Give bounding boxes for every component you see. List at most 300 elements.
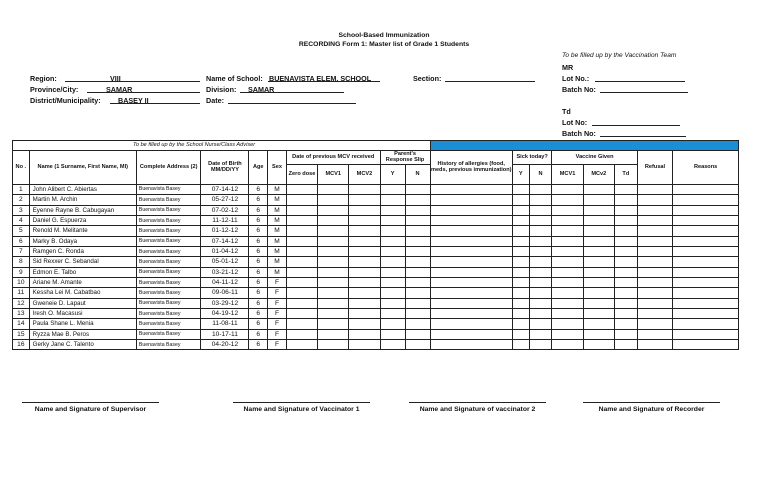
vg-mcv1-cell[interactable] bbox=[552, 205, 583, 215]
sick-y-cell[interactable] bbox=[512, 277, 529, 287]
sick-n-cell[interactable] bbox=[529, 236, 552, 246]
vg-mcv1-cell[interactable] bbox=[552, 298, 583, 308]
prev-mcv2-cell[interactable] bbox=[349, 329, 380, 339]
vg-mcv1-cell[interactable] bbox=[552, 236, 583, 246]
slip-n-cell[interactable] bbox=[405, 298, 430, 308]
sick-n-cell[interactable] bbox=[529, 205, 552, 215]
sick-y-cell[interactable] bbox=[512, 339, 529, 349]
prev-mcv1-cell[interactable] bbox=[318, 236, 349, 246]
row-number: 4 bbox=[13, 215, 30, 225]
refusal-cell[interactable] bbox=[637, 205, 672, 215]
reasons-cell[interactable] bbox=[673, 215, 739, 225]
sick-n-cell[interactable] bbox=[529, 184, 552, 194]
reasons-cell[interactable] bbox=[673, 277, 739, 287]
vg-td-cell[interactable] bbox=[614, 195, 637, 205]
reasons-cell[interactable] bbox=[673, 298, 739, 308]
student-name: Sid Rexxer C. Sebandal bbox=[29, 257, 136, 267]
slip-y-cell[interactable] bbox=[380, 236, 405, 246]
allergies-cell[interactable] bbox=[430, 319, 512, 329]
refusal-cell[interactable] bbox=[637, 267, 672, 277]
allergies-cell[interactable] bbox=[430, 308, 512, 318]
student-address: Buenavista Basey bbox=[136, 184, 201, 194]
student-name: Martin M. Archin bbox=[29, 195, 136, 205]
slip-y-cell[interactable] bbox=[380, 339, 405, 349]
vg-mcv1-cell[interactable] bbox=[552, 339, 583, 349]
slip-n-cell[interactable] bbox=[405, 236, 430, 246]
sick-n-cell[interactable] bbox=[529, 308, 552, 318]
refusal-cell[interactable] bbox=[637, 329, 672, 339]
vg-mcv1-cell[interactable] bbox=[552, 288, 583, 298]
vg-td-cell[interactable] bbox=[614, 319, 637, 329]
student-age: 6 bbox=[249, 195, 268, 205]
table-row bbox=[13, 308, 739, 318]
sick-n-cell[interactable] bbox=[529, 215, 552, 225]
allergies-cell[interactable] bbox=[430, 277, 512, 287]
student-dob: 07-14-12 bbox=[201, 184, 249, 194]
td-label: Td bbox=[562, 107, 571, 116]
student-age: 6 bbox=[249, 277, 268, 287]
zero-dose-cell[interactable] bbox=[286, 298, 317, 308]
sick-n-cell[interactable] bbox=[529, 298, 552, 308]
vg-mcv2-cell[interactable] bbox=[583, 267, 614, 277]
sick-n-cell[interactable] bbox=[529, 257, 552, 267]
zero-dose-cell[interactable] bbox=[286, 267, 317, 277]
td-lot-field[interactable] bbox=[592, 125, 680, 126]
table-row bbox=[13, 215, 739, 225]
table-row bbox=[13, 319, 739, 329]
sick-y-cell[interactable] bbox=[512, 298, 529, 308]
vg-td-cell[interactable] bbox=[614, 277, 637, 287]
reasons-cell[interactable] bbox=[673, 257, 739, 267]
vg-mcv2-cell[interactable] bbox=[583, 215, 614, 225]
student-name: Daniel G. Espuerza bbox=[29, 215, 136, 225]
reasons-cell[interactable] bbox=[673, 246, 739, 256]
refusal-cell[interactable] bbox=[637, 288, 672, 298]
slip-n-cell[interactable] bbox=[405, 288, 430, 298]
reasons-cell[interactable] bbox=[673, 329, 739, 339]
vg-mcv2-cell[interactable] bbox=[583, 205, 614, 215]
prev-mcv2-cell[interactable] bbox=[349, 215, 380, 225]
sick-n-cell[interactable] bbox=[529, 246, 552, 256]
prev-mcv1-cell[interactable] bbox=[318, 319, 349, 329]
sick-y-cell[interactable] bbox=[512, 288, 529, 298]
allergies-cell[interactable] bbox=[430, 246, 512, 256]
allergies-cell[interactable] bbox=[430, 226, 512, 236]
prev-mcv2-cell[interactable] bbox=[349, 267, 380, 277]
row-number: 15 bbox=[13, 329, 30, 339]
vg-mcv2-cell[interactable] bbox=[583, 319, 614, 329]
sick-y-cell[interactable] bbox=[512, 257, 529, 267]
slip-n-cell[interactable] bbox=[405, 246, 430, 256]
reasons-cell[interactable] bbox=[673, 184, 739, 194]
master-list-table bbox=[12, 140, 739, 350]
slip-y-cell[interactable] bbox=[380, 246, 405, 256]
vg-td-cell[interactable] bbox=[614, 215, 637, 225]
allergies-cell[interactable] bbox=[430, 298, 512, 308]
student-age: 6 bbox=[249, 226, 268, 236]
date-label: Date: bbox=[206, 96, 224, 105]
slip-y-cell[interactable] bbox=[380, 257, 405, 267]
prev-mcv2-cell[interactable] bbox=[349, 298, 380, 308]
refusal-cell[interactable] bbox=[637, 308, 672, 318]
reasons-cell[interactable] bbox=[673, 195, 739, 205]
section-label: Section: bbox=[413, 74, 442, 83]
student-address: Buenavista Basey bbox=[136, 215, 201, 225]
col-sick-y: Y bbox=[512, 164, 529, 184]
vg-mcv1-cell[interactable] bbox=[552, 215, 583, 225]
prev-mcv2-cell[interactable] bbox=[349, 205, 380, 215]
student-address: Buenavista Basey bbox=[136, 195, 201, 205]
refusal-cell[interactable] bbox=[637, 339, 672, 349]
recorder-signature-line[interactable] bbox=[583, 402, 720, 403]
refusal-cell[interactable] bbox=[637, 226, 672, 236]
reasons-cell[interactable] bbox=[673, 267, 739, 277]
student-address: Buenavista Basey bbox=[136, 205, 201, 215]
form-subtitle: RECORDING Form 1: Master list of Grade 1 Students bbox=[298, 41, 470, 48]
vg-mcv1-cell[interactable] bbox=[552, 267, 583, 277]
zero-dose-cell[interactable] bbox=[286, 246, 317, 256]
vg-mcv1-cell[interactable] bbox=[552, 308, 583, 318]
zero-dose-cell[interactable] bbox=[286, 215, 317, 225]
col-no: No . bbox=[13, 151, 30, 185]
allergies-cell[interactable] bbox=[430, 195, 512, 205]
slip-y-cell[interactable] bbox=[380, 288, 405, 298]
student-age: 6 bbox=[249, 184, 268, 194]
sick-y-cell[interactable] bbox=[512, 205, 529, 215]
nurse-note: To be filled up by the School Nurse/Class Adviser bbox=[13, 141, 431, 151]
student-name: Renold M. Melitante bbox=[29, 226, 136, 236]
student-address: Buenavista Basey bbox=[136, 308, 201, 318]
region-label: Region: bbox=[30, 74, 57, 83]
slip-n-cell[interactable] bbox=[405, 226, 430, 236]
sick-y-cell[interactable] bbox=[512, 236, 529, 246]
slip-y-cell[interactable] bbox=[380, 277, 405, 287]
vaccinator2-signature-label: Name and Signature of vaccinator 2 bbox=[419, 406, 536, 413]
row-number: 13 bbox=[13, 308, 30, 318]
vg-mcv2-cell[interactable] bbox=[583, 236, 614, 246]
col-vg-td: Td bbox=[614, 164, 637, 184]
vg-td-cell[interactable] bbox=[614, 246, 637, 256]
slip-y-cell[interactable] bbox=[380, 226, 405, 236]
prev-mcv1-cell[interactable] bbox=[318, 205, 349, 215]
zero-dose-cell[interactable] bbox=[286, 184, 317, 194]
vg-td-cell[interactable] bbox=[614, 236, 637, 246]
student-sex: M bbox=[268, 195, 287, 205]
vg-td-cell[interactable] bbox=[614, 339, 637, 349]
vg-td-cell[interactable] bbox=[614, 257, 637, 267]
refusal-cell[interactable] bbox=[637, 195, 672, 205]
slip-y-cell[interactable] bbox=[380, 184, 405, 194]
vg-td-cell[interactable] bbox=[614, 226, 637, 236]
slip-n-cell[interactable] bbox=[405, 215, 430, 225]
zero-dose-cell[interactable] bbox=[286, 329, 317, 339]
allergies-cell[interactable] bbox=[430, 288, 512, 298]
table-row bbox=[13, 257, 739, 267]
vg-mcv1-cell[interactable] bbox=[552, 257, 583, 267]
prev-mcv1-cell[interactable] bbox=[318, 257, 349, 267]
col-vg-mcv1: MCV1 bbox=[552, 164, 583, 184]
student-age: 6 bbox=[249, 246, 268, 256]
reasons-cell[interactable] bbox=[673, 226, 739, 236]
prev-mcv2-cell[interactable] bbox=[349, 184, 380, 194]
prev-mcv2-cell[interactable] bbox=[349, 308, 380, 318]
zero-dose-cell[interactable] bbox=[286, 226, 317, 236]
sick-n-cell[interactable] bbox=[529, 339, 552, 349]
vg-td-cell[interactable] bbox=[614, 205, 637, 215]
reasons-cell[interactable] bbox=[673, 339, 739, 349]
vg-mcv2-cell[interactable] bbox=[583, 246, 614, 256]
refusal-cell[interactable] bbox=[637, 319, 672, 329]
sick-y-cell[interactable] bbox=[512, 184, 529, 194]
prev-mcv1-cell[interactable] bbox=[318, 339, 349, 349]
student-address: Buenavista Basey bbox=[136, 298, 201, 308]
prev-mcv1-cell[interactable] bbox=[318, 215, 349, 225]
student-sex: M bbox=[268, 205, 287, 215]
vg-td-cell[interactable] bbox=[614, 288, 637, 298]
table-row bbox=[13, 329, 739, 339]
allergies-cell[interactable] bbox=[430, 339, 512, 349]
refusal-cell[interactable] bbox=[637, 184, 672, 194]
student-address: Buenavista Basey bbox=[136, 288, 201, 298]
zero-dose-cell[interactable] bbox=[286, 288, 317, 298]
vg-td-cell[interactable] bbox=[614, 184, 637, 194]
sick-y-cell[interactable] bbox=[512, 267, 529, 277]
refusal-cell[interactable] bbox=[637, 277, 672, 287]
slip-n-cell[interactable] bbox=[405, 339, 430, 349]
prev-mcv1-cell[interactable] bbox=[318, 226, 349, 236]
sick-y-cell[interactable] bbox=[512, 329, 529, 339]
student-sex: F bbox=[268, 277, 287, 287]
table-row bbox=[13, 184, 739, 194]
sick-y-cell[interactable] bbox=[512, 308, 529, 318]
row-number: 1 bbox=[13, 184, 30, 194]
slip-y-cell[interactable] bbox=[380, 195, 405, 205]
col-slip-y: Y bbox=[380, 164, 405, 184]
slip-n-cell[interactable] bbox=[405, 184, 430, 194]
student-sex: F bbox=[268, 298, 287, 308]
prev-mcv2-cell[interactable] bbox=[349, 236, 380, 246]
refusal-cell[interactable] bbox=[637, 298, 672, 308]
prev-mcv2-cell[interactable] bbox=[349, 226, 380, 236]
vg-td-cell[interactable] bbox=[614, 308, 637, 318]
student-age: 6 bbox=[249, 215, 268, 225]
slip-y-cell[interactable] bbox=[380, 319, 405, 329]
prev-mcv2-cell[interactable] bbox=[349, 257, 380, 267]
slip-y-cell[interactable] bbox=[380, 308, 405, 318]
slip-y-cell[interactable] bbox=[380, 267, 405, 277]
zero-dose-cell[interactable] bbox=[286, 257, 317, 267]
student-sex: M bbox=[268, 215, 287, 225]
slip-n-cell[interactable] bbox=[405, 267, 430, 277]
vg-mcv2-cell[interactable] bbox=[583, 277, 614, 287]
sick-n-cell[interactable] bbox=[529, 329, 552, 339]
prev-mcv1-cell[interactable] bbox=[318, 195, 349, 205]
student-name: Paula Shane L. Menia bbox=[29, 319, 136, 329]
sick-y-cell[interactable] bbox=[512, 215, 529, 225]
student-name: Gweneie D. Lapaut bbox=[29, 298, 136, 308]
prev-mcv1-cell[interactable] bbox=[318, 298, 349, 308]
vg-mcv1-cell[interactable] bbox=[552, 277, 583, 287]
vg-mcv1-cell[interactable] bbox=[552, 246, 583, 256]
sick-n-cell[interactable] bbox=[529, 319, 552, 329]
sick-n-cell[interactable] bbox=[529, 288, 552, 298]
refusal-cell[interactable] bbox=[637, 215, 672, 225]
refusal-cell[interactable] bbox=[637, 236, 672, 246]
vg-td-cell[interactable] bbox=[614, 298, 637, 308]
vg-mcv2-cell[interactable] bbox=[583, 339, 614, 349]
mr-lot-field[interactable] bbox=[595, 81, 685, 82]
table-row bbox=[13, 205, 739, 215]
vg-mcv1-cell[interactable] bbox=[552, 329, 583, 339]
zero-dose-cell[interactable] bbox=[286, 339, 317, 349]
section-field[interactable] bbox=[445, 81, 535, 82]
vg-mcv1-cell[interactable] bbox=[552, 184, 583, 194]
prev-mcv1-cell[interactable] bbox=[318, 184, 349, 194]
student-address: Buenavista Basey bbox=[136, 226, 201, 236]
prev-mcv2-cell[interactable] bbox=[349, 277, 380, 287]
allergies-cell[interactable] bbox=[430, 215, 512, 225]
vaccinator1-signature-line[interactable] bbox=[233, 402, 370, 403]
col-age: Age bbox=[249, 151, 268, 185]
sick-y-cell[interactable] bbox=[512, 246, 529, 256]
vg-mcv2-cell[interactable] bbox=[583, 288, 614, 298]
td-batch-field[interactable] bbox=[600, 136, 686, 137]
reasons-cell[interactable] bbox=[673, 288, 739, 298]
supervisor-signature-line[interactable] bbox=[22, 402, 159, 403]
prev-mcv2-cell[interactable] bbox=[349, 288, 380, 298]
province-field[interactable] bbox=[87, 92, 200, 93]
sick-n-cell[interactable] bbox=[529, 277, 552, 287]
col-sex: Sex bbox=[268, 151, 287, 185]
row-number: 6 bbox=[13, 236, 30, 246]
zero-dose-cell[interactable] bbox=[286, 195, 317, 205]
prev-mcv1-cell[interactable] bbox=[318, 308, 349, 318]
supervisor-signature-label: Name and Signature of Supervisor bbox=[34, 406, 147, 413]
vg-mcv2-cell[interactable] bbox=[583, 195, 614, 205]
slip-n-cell[interactable] bbox=[405, 329, 430, 339]
slip-n-cell[interactable] bbox=[405, 205, 430, 215]
slip-y-cell[interactable] bbox=[380, 329, 405, 339]
prev-mcv2-cell[interactable] bbox=[349, 246, 380, 256]
vaccinator2-signature-line[interactable] bbox=[409, 402, 546, 403]
reasons-cell[interactable] bbox=[673, 319, 739, 329]
province-label: Province/City: bbox=[30, 85, 79, 94]
zero-dose-cell[interactable] bbox=[286, 277, 317, 287]
reasons-cell[interactable] bbox=[673, 308, 739, 318]
zero-dose-cell[interactable] bbox=[286, 308, 317, 318]
prev-mcv1-cell[interactable] bbox=[318, 329, 349, 339]
student-age: 6 bbox=[249, 339, 268, 349]
sick-n-cell[interactable] bbox=[529, 195, 552, 205]
zero-dose-cell[interactable] bbox=[286, 205, 317, 215]
mr-lot-label: Lot No.: bbox=[562, 74, 590, 83]
allergies-cell[interactable] bbox=[430, 236, 512, 246]
slip-n-cell[interactable] bbox=[405, 308, 430, 318]
province-value: SAMAR bbox=[106, 85, 133, 94]
sick-n-cell[interactable] bbox=[529, 267, 552, 277]
student-age: 6 bbox=[249, 329, 268, 339]
student-age: 6 bbox=[249, 319, 268, 329]
vg-mcv1-cell[interactable] bbox=[552, 195, 583, 205]
region-field[interactable] bbox=[65, 81, 200, 82]
slip-y-cell[interactable] bbox=[380, 215, 405, 225]
student-sex: F bbox=[268, 319, 287, 329]
col-prev-mcv2: MCV2 bbox=[349, 164, 380, 184]
slip-y-cell[interactable] bbox=[380, 205, 405, 215]
prev-mcv1-cell[interactable] bbox=[318, 267, 349, 277]
student-dob: 01-04-12 bbox=[201, 246, 249, 256]
sick-y-cell[interactable] bbox=[512, 226, 529, 236]
vg-mcv2-cell[interactable] bbox=[583, 226, 614, 236]
sick-n-cell[interactable] bbox=[529, 226, 552, 236]
refusal-cell[interactable] bbox=[637, 246, 672, 256]
slip-n-cell[interactable] bbox=[405, 319, 430, 329]
district-label: District/Municipality: bbox=[30, 96, 101, 105]
prev-mcv1-cell[interactable] bbox=[318, 246, 349, 256]
sick-y-cell[interactable] bbox=[512, 319, 529, 329]
date-field[interactable] bbox=[228, 103, 356, 104]
row-number: 16 bbox=[13, 339, 30, 349]
row-number: 2 bbox=[13, 195, 30, 205]
sick-y-cell[interactable] bbox=[512, 195, 529, 205]
slip-n-cell[interactable] bbox=[405, 257, 430, 267]
vaccination-team-note: To be filled up by the Vaccination Team bbox=[562, 52, 677, 59]
prev-mcv1-cell[interactable] bbox=[318, 288, 349, 298]
prev-mcv2-cell[interactable] bbox=[349, 195, 380, 205]
slip-n-cell[interactable] bbox=[405, 195, 430, 205]
vg-mcv2-cell[interactable] bbox=[583, 257, 614, 267]
student-dob: 03-29-12 bbox=[201, 298, 249, 308]
mr-batch-field[interactable] bbox=[600, 92, 688, 93]
prev-mcv2-cell[interactable] bbox=[349, 319, 380, 329]
reasons-cell[interactable] bbox=[673, 236, 739, 246]
col-address: Complete Address (2) bbox=[136, 151, 201, 185]
allergies-cell[interactable] bbox=[430, 205, 512, 215]
refusal-cell[interactable] bbox=[637, 257, 672, 267]
vg-mcv2-cell[interactable] bbox=[583, 308, 614, 318]
allergies-cell[interactable] bbox=[430, 329, 512, 339]
division-value: SAMAR bbox=[248, 85, 275, 94]
zero-dose-cell[interactable] bbox=[286, 319, 317, 329]
prev-mcv2-cell[interactable] bbox=[349, 339, 380, 349]
col-parents-slip: Parent's Response Slip bbox=[380, 151, 430, 165]
allergies-cell[interactable] bbox=[430, 267, 512, 277]
zero-dose-cell[interactable] bbox=[286, 236, 317, 246]
vg-mcv1-cell[interactable] bbox=[552, 319, 583, 329]
prev-mcv1-cell[interactable] bbox=[318, 277, 349, 287]
vg-td-cell[interactable] bbox=[614, 267, 637, 277]
allergies-cell[interactable] bbox=[430, 257, 512, 267]
allergies-cell[interactable] bbox=[430, 184, 512, 194]
student-dob: 07-02-12 bbox=[201, 205, 249, 215]
vg-mcv2-cell[interactable] bbox=[583, 184, 614, 194]
student-dob: 05-01-12 bbox=[201, 257, 249, 267]
slip-n-cell[interactable] bbox=[405, 277, 430, 287]
vg-mcv2-cell[interactable] bbox=[583, 298, 614, 308]
slip-y-cell[interactable] bbox=[380, 298, 405, 308]
col-slip-n: N bbox=[405, 164, 430, 184]
vg-mcv2-cell[interactable] bbox=[583, 329, 614, 339]
vg-mcv1-cell[interactable] bbox=[552, 226, 583, 236]
school-label: Name of School: bbox=[206, 74, 263, 83]
reasons-cell[interactable] bbox=[673, 205, 739, 215]
vg-td-cell[interactable] bbox=[614, 329, 637, 339]
row-number: 14 bbox=[13, 319, 30, 329]
td-batch-label: Batch No: bbox=[562, 129, 596, 138]
form-title: School-Based Immunization bbox=[338, 32, 430, 39]
student-age: 6 bbox=[249, 288, 268, 298]
col-zero-dose: Zero dose bbox=[286, 164, 317, 184]
